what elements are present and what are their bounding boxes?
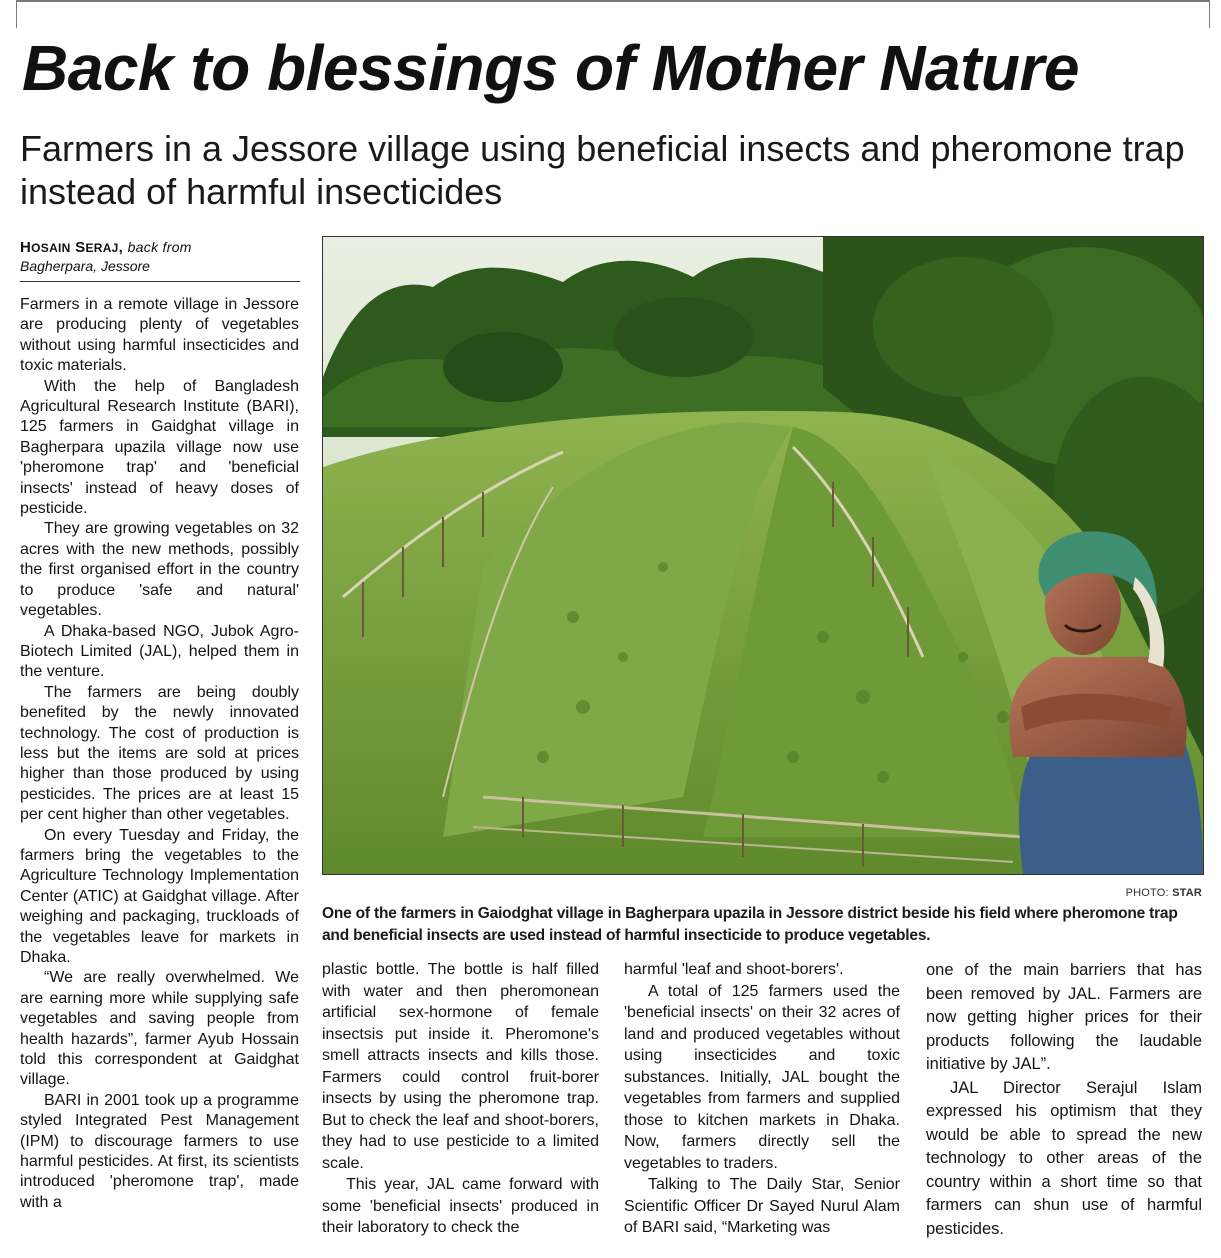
paragraph: BARI in 2001 took up a programme styled Integrated Pest Management (IPM) to discourage farmers to use harmful pesticides. At first, its scientists introduced 'pheromone trap', made with a: [20, 1091, 299, 1211]
paragraph: A total of 125 farmers used the 'beneficial insects' on their 32 acres of land and produced vegetables without using insecticides and toxic substances. Initially, JAL bought the vegetables from farmers and supplied those to kitchen markets in Dhaka. Now, farmers directly sell the vegetables to traders.: [624, 982, 900, 1172]
paragraph: This year, JAL came forward with some 'beneficial insects' produced in their laboratory to check the: [322, 1176, 599, 1236]
paragraph: They are growing vegetables on 32 acres with the new methods, possibly the first organised effort in the country to produce 'safe and natural' vegetables.: [20, 520, 299, 620]
byline-author: HOSAIN SERAJ, back from: [20, 239, 192, 256]
paragraph: harmful 'leaf and shoot-borers'.: [624, 961, 844, 978]
left-border-rule: [16, 0, 17, 28]
paragraph: A Dhaka-based NGO, Jubok Agro-Biotech Limited (JAL), helped them in the venture.: [20, 622, 299, 681]
paragraph: Farmers in a remote village in Jessore are producing plenty of vegetables without using harmful insecticides and toxic materials.: [20, 296, 299, 375]
photo-credit: PHOTO: STAR: [1125, 887, 1202, 899]
top-border-rule: [16, 0, 1210, 2]
column-3: [624, 959, 900, 1239]
byline-role: back from: [127, 239, 192, 255]
paragraph: “We are really overwhelmed. We are earning more while supplying safe vegetables and saving people from health hazards”, farmer Ayub Hossain told this correspondent at Gaidghat village.: [20, 969, 299, 1089]
paragraph: The farmers are being doubly benefited by the newly innovated technology. The cost of production is less but the items are sold at prices higher than those produced by using pesticides. The prices are at least 15 per cent higher than other vegetables.: [20, 683, 299, 824]
photo-credit-source: STAR: [1172, 887, 1202, 899]
paragraph: plastic bottle. The bottle is half filled with water and then pheromonean artificial sex-hormone of female insectsis put inside it. Pheromone's smell attracts insects and kills those. Farmers could control fruit-borer insects by using the pheromone trap. But to check the leaf and shoot-borers, they had to use pesticide to a limited scale.: [322, 961, 599, 1172]
headline: Back to blessings of Mother Nature: [22, 32, 1079, 104]
paragraph: one of the main barriers that has been removed by JAL. Farmers are now getting higher prices for their products following the laudable initiative by JAL”.: [926, 961, 1202, 1073]
photo-caption: One of the farmers in Gaiodghat village in Bagherpara upazila in Jessore district beside his field where pheromone trap and beneficial insects are used instead of harmful insecticide to produce vegetables.: [322, 905, 1178, 944]
subheadline: Farmers in a Jessore village using beneficial insects and pheromone trap instead of harmful insecticides: [20, 128, 1185, 212]
byline-place: Bagherpara, Jessore: [20, 258, 150, 274]
column-1: [20, 295, 299, 1213]
byline: [20, 238, 300, 276]
column-4: [926, 959, 1202, 1241]
paragraph: Talking to The Daily Star, Senior Scientific Officer Dr Sayed Nurul Alam of BARI said, “Marketing was: [624, 1176, 900, 1236]
field-photo-illustration: [323, 237, 1203, 874]
paragraph: With the help of Bangladesh Agricultural Research Institute (BARI), 125 farmers in Gaidghat village in Bagherpara upazila village now use 'pheromone trap' and 'beneficial insects' instead of heavy doses of pesticide.: [20, 377, 299, 518]
byline-divider: [20, 281, 300, 282]
right-border-rule: [1209, 0, 1210, 28]
column-2: [322, 959, 599, 1239]
field-photo: [322, 236, 1204, 875]
paragraph: JAL Director Serajul Islam expressed his optimism that they would be able to spread the new technology to other areas of the country within a short time so that farmers can shun use of harmful pesticides.: [926, 1078, 1202, 1238]
paragraph: On every Tuesday and Friday, the farmers bring the vegetables to the Agriculture Technology Implementation Center (ATIC) at Gaidghat village. After weighing and packaging, truckloads of the vegetables leave for markets in Dhaka.: [20, 826, 299, 966]
